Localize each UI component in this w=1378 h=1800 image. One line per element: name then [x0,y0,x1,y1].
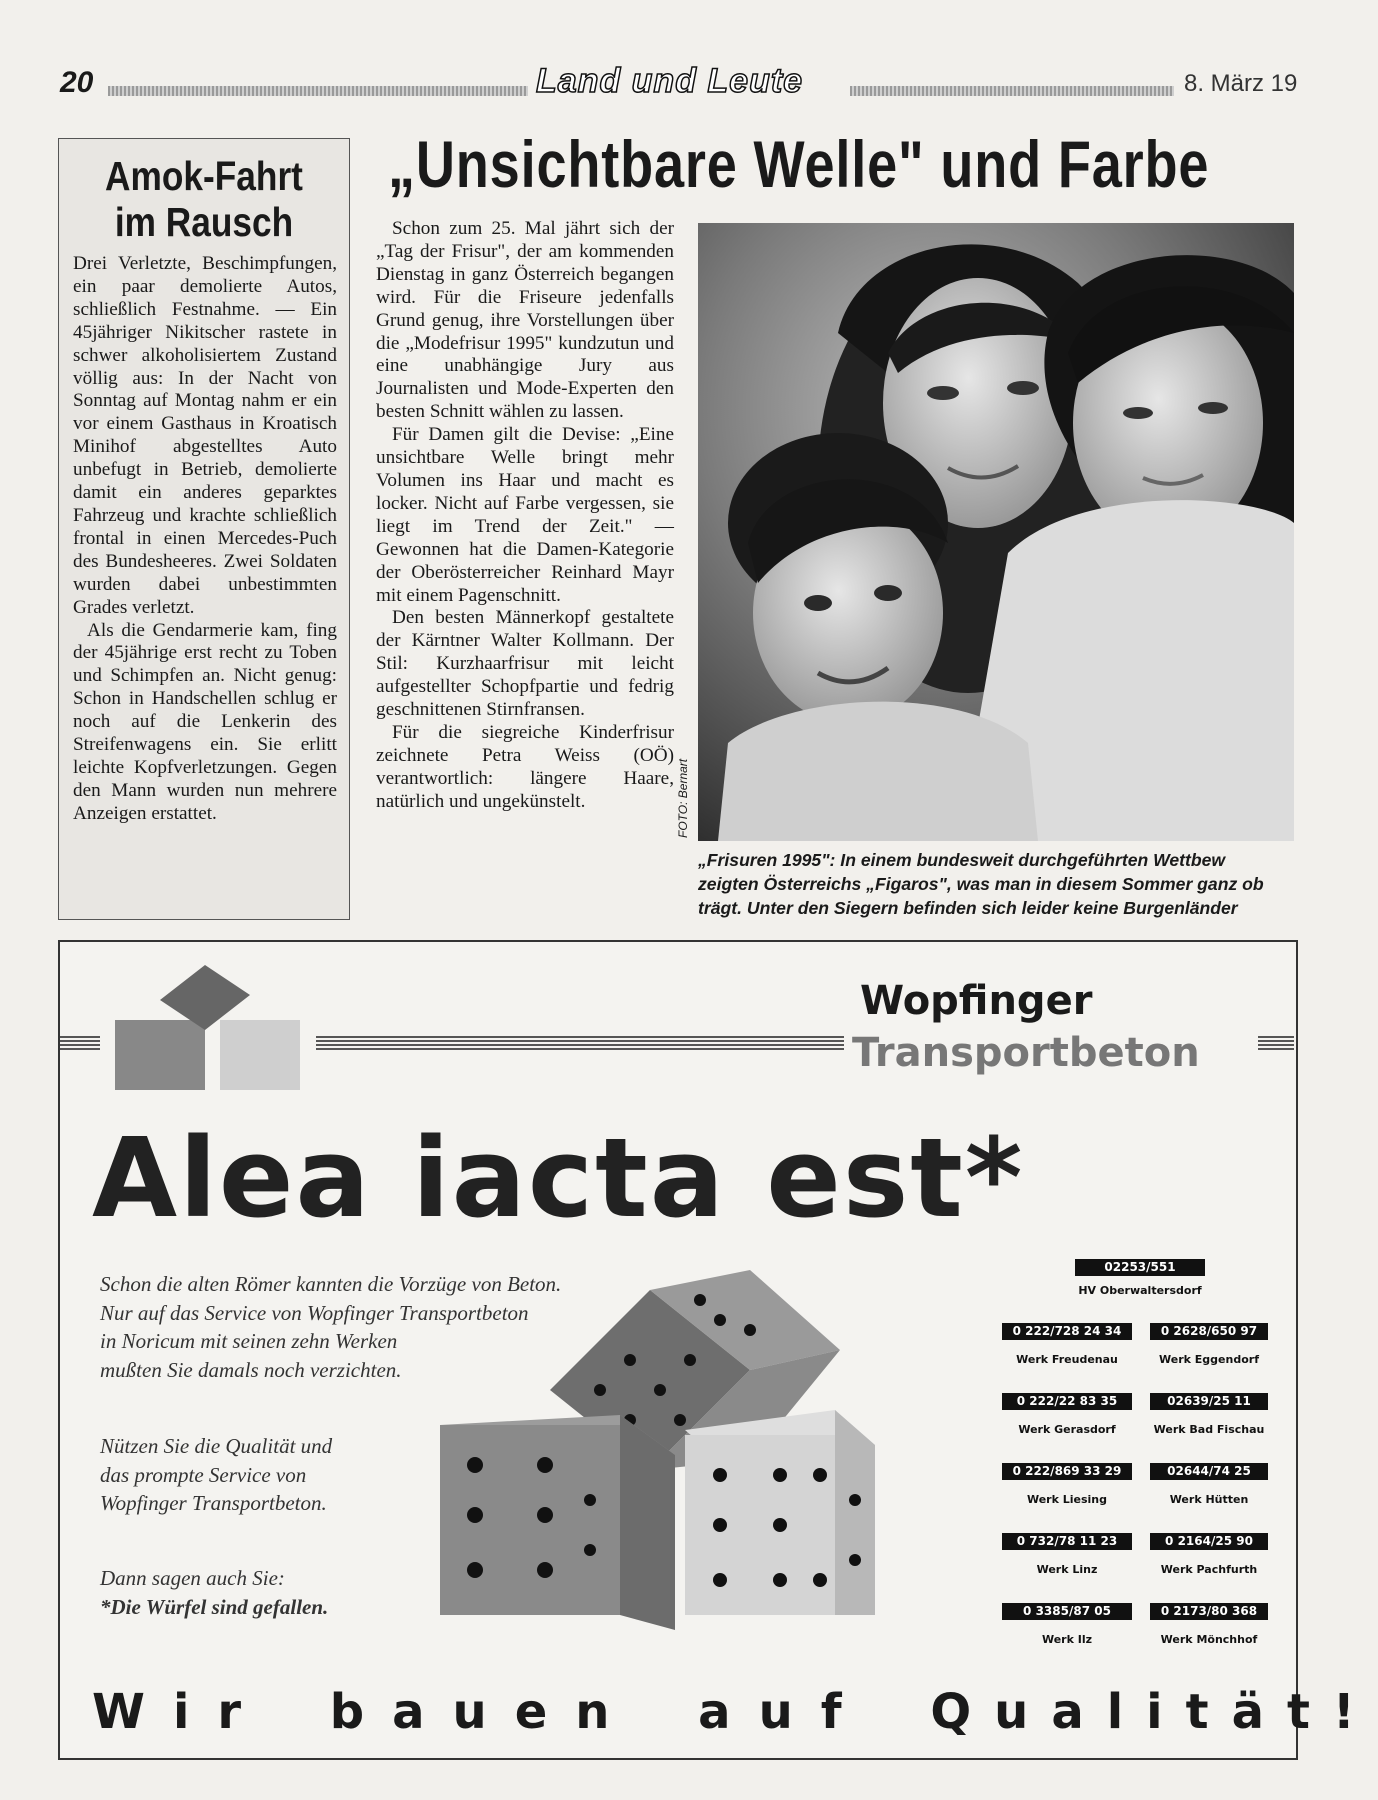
plant-label: Werk Liesing [1026,1493,1108,1506]
plant-phone: 0 222/728 24 34 [1002,1323,1132,1340]
main-headline: „Unsichtbare Welle" und Farbe [388,127,1210,201]
photo-credit-text: FOTO: Bernart [676,758,690,838]
plant-phone: 02644/74 25 [1150,1463,1268,1480]
article-paragraph: Den besten Männerkopf gestaltete der Kärntner Walter Kollmann. Der Stil: Kurzhaarfrisur mit leicht aufgestellter Schopfpartie und fedrig geschnittenen Stirnfransen. [376,607,674,721]
head-office-label: HV Oberwaltersdorf [1078,1284,1202,1297]
ad-rule-left [60,1036,100,1050]
main-article-body [376,218,674,814]
plant-phone: 0 2173/80 368 [1150,1603,1268,1620]
ad-text-line: in Noricum mit seinen zehn Werken [100,1329,398,1353]
caption-line: trägt. Unter den Siegern befinden sich leider keine Burgenländer [698,898,1238,918]
sidebar-headline-line2: im Rausch [114,199,294,245]
sidebar-paragraph: Drei Verletzte, Beschimpfungen, ein paar demolierte Autos, schließlich Festnahme. — Ein 45jähriger Nikitscher rastete in schwer alkoholisiertem Zustand völlig aus: In der Nacht von Sonntag auf Montag nahm er ein vor einem Gasthaus in Kroatisch Minihof abgestelltes Auto unbefugt in Betrieb, demolierte damit ein anderes geparktes Fahrzeug und krachte schließlich frontal in einen Mercedes-Puch des Bundesheeres. Zwei Soldaten wurden dabei unbestimmten Grades verletzt. [73,253,337,618]
plant-label: Werk Ilz [1041,1633,1093,1646]
sidebar-headline [79,153,328,245]
cubes-logo-icon [110,960,310,1100]
page-number: 20 [60,66,94,99]
ad-text-line: mußten Sie damals noch verzichten. [100,1357,402,1382]
ad-headline: Alea iacta est* [92,1114,1025,1242]
ad-brand-name: Wopfinger [860,978,1093,1024]
sidebar-article [58,138,350,920]
plant-label: Werk Mönchhof [1160,1633,1258,1646]
header-rule-left [108,86,528,96]
ad-text-line: Schon die alten Römer kannten die Vorzüge von Beton. [100,1272,562,1296]
header-rule-right [850,86,1174,96]
photo-image [698,223,1294,841]
ad-text-line: Dann sagen auch Sie: [100,1566,285,1590]
masthead-logo: Land und Leute [536,62,804,100]
slogan-word: Wir [92,1684,270,1740]
article-paragraph: Für die siegreiche Kinderfrisur zeichnete Petra Weiss (OÖ) verantwortlich: längere Haare, natürlich und ungekünstelt. [376,721,674,812]
ad-text-line: Nützen Sie die Qualität und [100,1434,333,1458]
ad-rule-right [1258,1036,1294,1050]
ad-text-line: Nur auf das Service von Wopfinger Transportbeton [100,1300,529,1325]
ad-rule-middle [316,1036,844,1050]
slogan-word: bauen [329,1684,638,1740]
plant-label: Werk Gerasdorf [1018,1423,1116,1436]
plant-phone: 02639/25 11 [1150,1393,1268,1410]
slogan-word: auf [698,1684,870,1740]
caption-line: zeigten Österreichs „Figaros", was man in diesem Sommer ganz ob [698,874,1264,894]
plant-label: Werk Eggendorf [1159,1353,1259,1366]
plant-phone: 0 222/869 33 29 [1002,1463,1132,1480]
photo-credit [676,730,694,840]
plant-phone: 0 2164/25 90 [1150,1533,1268,1550]
plant-label: Werk Linz [1036,1563,1098,1576]
slogan-word: Qualität! [930,1684,1378,1740]
article-paragraph: Schon zum 25. Mal jährt sich der „Tag der Frisur", der am kommenden Dienstag in ganz Österreich begangen wird. Für die Friseure jedenfalls Grund genug, ihre Vorstellungen über die „Modefrisur 1995" kundzutun und eine unabhängige Jury aus Journalisten und Mode-Experten den besten Schnitt wählen zu lassen. [376,218,674,423]
caption-line: „Frisuren 1995": In einem bundesweit durchgeführten Wettbew [698,850,1226,870]
head-office-phone: 02253/551 [1075,1259,1205,1276]
issue-date: 8. März 19 [1184,70,1298,97]
article-photo [698,223,1294,841]
ad-brand-subtitle: Transportbeton [852,1030,1200,1076]
plant-label: Werk Freudenau [1016,1353,1118,1366]
ad-text-block-3 [100,1564,328,1621]
plant-phone: 0 732/78 11 23 [1002,1533,1132,1550]
sidebar-headline-line1: Amok-Fahrt [105,153,303,199]
ad-text-line: *Die Würfel sind gefallen. [100,1594,329,1619]
plant-phone: 0 2628/650 97 [1150,1323,1268,1340]
plant-label: Werk Pachfurth [1160,1563,1258,1576]
plant-label: Werk Hütten [1169,1493,1249,1506]
ad-text-line: das prompte Service von [100,1462,307,1487]
ad-slogan [92,1684,1378,1740]
ad-text-block-2 [100,1432,332,1518]
dice-icon [430,1260,970,1660]
plant-label: Werk Bad Fischau [1153,1423,1265,1436]
ad-text-line: Wopfinger Transportbeton. [100,1491,327,1515]
plant-phone: 0 222/22 83 35 [1002,1393,1132,1410]
article-paragraph: Für Damen gilt die Devise: „Eine unsichtbare Welle bringt mehr Volumen ins Haar und macht es locker. Nicht auf Farbe vergessen, sie liegt im Trend der Zeit." — Gewonnen hat die Damen-Kategorie der Oberösterreicher Reinhard Mayr mit einem Pagenschnitt. [376,424,674,606]
plant-phone: 0 3385/87 05 [1002,1603,1132,1620]
photo-caption [698,848,1298,920]
sidebar-paragraph: Als die Gendarmerie kam, fing der 45jährige erst recht zu Toben und Schimpfen an. Nicht genug: Schon in Handschellen schlug er noch auf die Lenkerin des Streifenwagens ein. Sie erlitt leichte Kopfverletzungen. Gegen den Mann wurden nun mehrere Anzeigen erstattet. [73,619,337,824]
sidebar-body [59,253,349,826]
